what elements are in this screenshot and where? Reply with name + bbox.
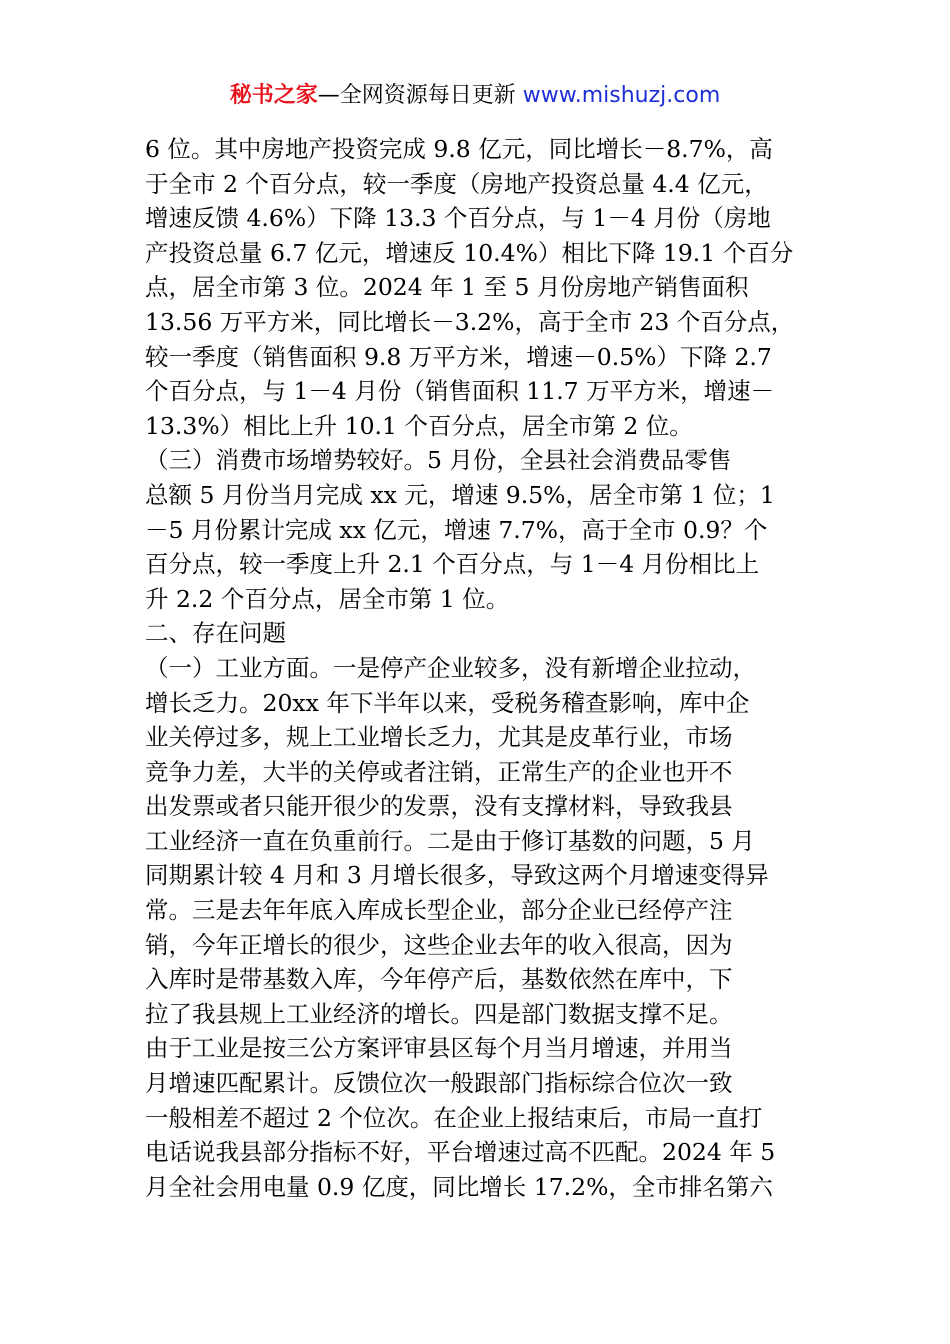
- text-line: 6 位。其中房地产投资完成 9.8 亿元，同比增长－8.7%，高: [145, 135, 773, 163]
- text-line: 常。三是去年年底入库成长型企业，部分企业已经停产注: [145, 896, 733, 925]
- section-heading: 二、存在问题: [145, 619, 286, 648]
- text-line: （一）工业方面。一是停产企业较多，没有新增企业拉动，: [145, 653, 756, 682]
- text-line: 拉了我县规上工业经济的增长。四是部门数据支撑不足。: [145, 999, 733, 1028]
- text-line: （三）消费市场增势较好。5 月份，全县社会消费品零售: [145, 446, 732, 475]
- text-line: 个百分点，与 1－4 月份（销售面积 11.7 万平方米，增速－: [145, 377, 775, 406]
- text-line: 入库时是带基数入库，今年停产后，基数依然在库中，下: [145, 965, 733, 994]
- text-line: 由于工业是按三公方案评审县区每个月当月增速，并用当: [145, 1034, 733, 1063]
- document-body: [145, 132, 825, 1204]
- text-line: 月增速匹配累计。反馈位次一般跟部门指标综合位次一致: [145, 1069, 733, 1098]
- text-line: 点，居全市第 3 位。2024 年 1 至 5 月份房地产销售面积: [145, 273, 749, 302]
- text-line: 工业经济一直在负重前行。二是由于修订基数的问题，5 月: [145, 826, 755, 855]
- site-header: [0, 80, 950, 112]
- text-line: 增长乏力。20xx 年下半年以来，受税务稽查影响，库中企: [145, 688, 750, 717]
- text-line: 同期累计较 4 月和 3 月增长很多，导致这两个月增速变得异: [145, 861, 769, 890]
- text-line: 月全社会用电量 0.9 亿度，同比增长 17.2%，全市排名第六: [145, 1172, 773, 1201]
- text-line: 出发票或者只能开很少的发票，没有支撑材料，导致我县: [145, 792, 733, 821]
- text-line: 业关停过多，规上工业增长乏力，尤其是皮革行业，市场: [145, 723, 733, 752]
- text-line: 产投资总量 6.7 亿元，增速反 10.4%）相比下降 19.1 个百分: [145, 238, 794, 267]
- text-line: 13.56 万平方米，同比增长－3.2%，高于全市 23 个百分点，: [145, 307, 795, 336]
- text-line: 电话说我县部分指标不好，平台增速过高不匹配。2024 年 5: [145, 1138, 776, 1167]
- text-line: 较一季度（销售面积 9.8 万平方米，增速－0.5%）下降 2.7: [145, 342, 772, 371]
- site-url[interactable]: www.mishuzj.com: [522, 83, 721, 108]
- header-tagline: —全网资源每日更新: [317, 83, 523, 108]
- brand-name: 秘书之家: [229, 83, 318, 108]
- text-line: 于全市 2 个百分点，较一季度（房地产投资总量 4.4 亿元，: [145, 169, 768, 198]
- text-line: 增速反馈 4.6%）下降 13.3 个百分点，与 1－4 月份（房地: [145, 204, 771, 233]
- text-line: 总额 5 月份当月完成 xx 元，增速 9.5%，居全市第 1 位；1: [145, 480, 775, 509]
- text-line: 升 2.2 个百分点，居全市第 1 位。: [145, 584, 510, 613]
- text-line: －5 月份累计完成 xx 亿元，增速 7.7%，高于全市 0.9？个: [145, 515, 768, 544]
- text-line: 百分点，较一季度上升 2.1 个百分点，与 1－4 月份相比上: [145, 550, 760, 579]
- text-line: 销，今年正增长的很少，这些企业去年的收入很高，因为: [145, 930, 733, 959]
- text-line: 竞争力差，大半的关停或者注销，正常生产的企业也开不: [145, 757, 733, 786]
- text-line: 一般相差不超过 2 个位次。在企业上报结束后，市局一直打: [145, 1103, 763, 1132]
- text-line: 13.3%）相比上升 10.1 个百分点，居全市第 2 位。: [145, 411, 693, 440]
